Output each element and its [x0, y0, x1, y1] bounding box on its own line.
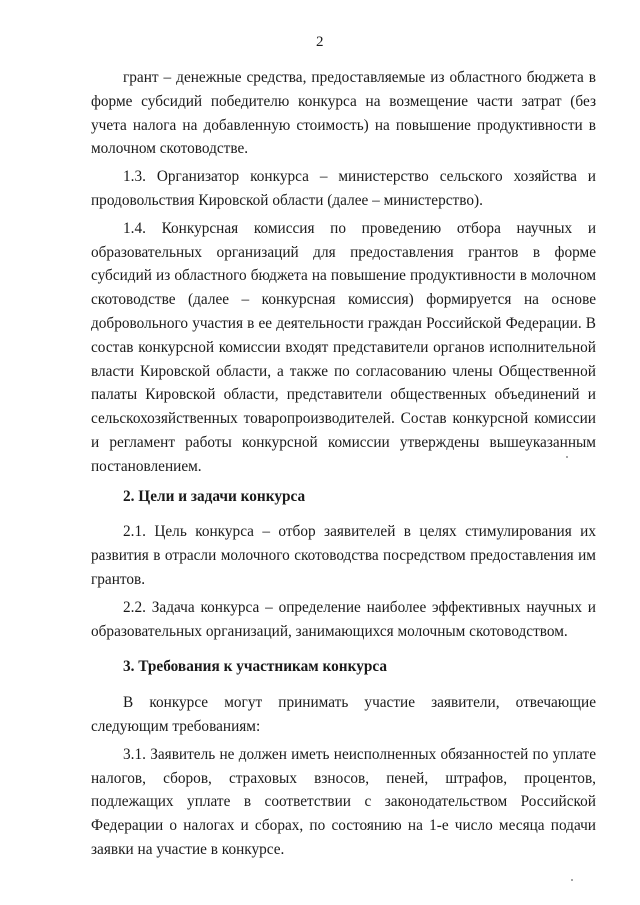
paragraph-1-3: 1.3. Организатор конкурса – министерство сельского хозяйства и продовольствия Кировской области (далее – министерство).: [91, 168, 596, 209]
paragraph-2-1: 2.1. Цель конкурса – отбор заявителей в целях стимулирования их развития в отрасли молочного скотоводства посредством предоставления им грантов.: [91, 523, 596, 588]
section-heading-requirements: 3. Требования к участникам конкурса: [123, 658, 387, 676]
page-number: 2: [316, 34, 324, 50]
paragraph-2-2: 2.2. Задача конкурса – определение наиболее эффективных научных и образовательных организаций, занимающихся молочным скотоводством.: [91, 598, 596, 640]
paragraph-requirements-intro: В конкурсе могут принимать участие заявители, отвечающие следующим требованиям:: [91, 694, 596, 735]
scan-speck: [566, 456, 568, 458]
paragraph-grant-definition: грант – денежные средства, предоставляемые из областного бюджета в форме субсидий победителю конкурса на возмещение части затрат (без учета налога на добавленную стоимость) на повышение продуктивности в молочном скотоводстве.: [91, 69, 596, 158]
scan-speck: [571, 879, 573, 881]
section-heading-goals: 2. Цели и задачи конкурса: [123, 487, 306, 505]
paragraph-3-1: 3.1. Заявитель не должен иметь неисполненных обязанностей по уплате налогов, сборов, страховых взносов, пеней, штрафов, процентов, подлежащих уплате в соответствии с законодательством Российской Федерации о налогах и сборах, по состоянию на 1-е число месяца подачи заявки на участие в конкурсе.: [91, 745, 596, 858]
document-body: [91, 66, 596, 866]
paragraph-1-4: 1.4. Конкурсная комиссия по проведению отбора научных и образовательных организаций для предоставления грантов в форме субсидий из областного бюджета на повышение продуктивности в молочном скотоводстве (далее – конкурсная комиссия) формируется на основе добровольного участия в ее деятельности граждан Российской Федерации. В состав конкурсной комиссии входят представители органов исполнительной власти Кировской области, а также по согласованию члены Общественной палаты Кировской области, представители общественных объединений и сельскохозяйственных товаропроизводителей. Состав конкурсной комиссии и регламент работы конкурсной комиссии утверждены вышеуказанным постановлением.: [91, 219, 596, 475]
